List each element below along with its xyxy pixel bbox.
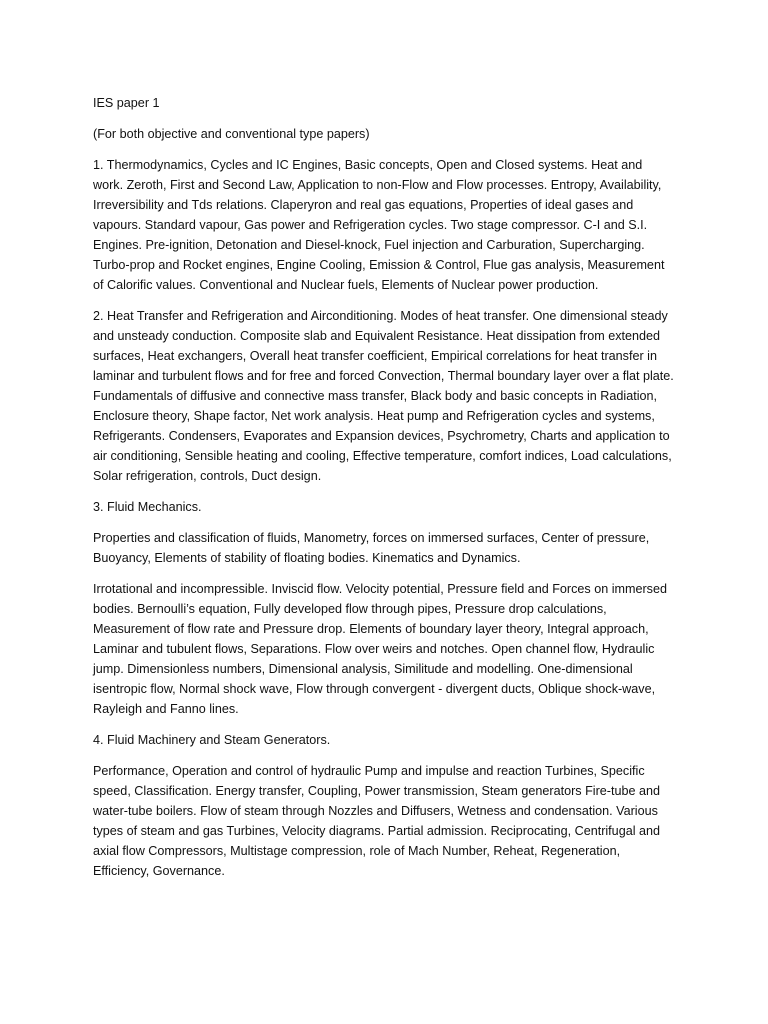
document-subtitle: (For both objective and conventional type papers) — [93, 127, 370, 141]
section-3-heading: 3. Fluid Mechanics. — [93, 500, 202, 514]
section-3-flow: Irrotational and incompressible. Inviscid flow. Velocity potential, Pressure field and Forces on immersed bodies. Bernoulli’s equation, Fully developed flow through pipes, Pressure drop calculations, Measurement of flow rate and Pressure drop. Elements of boundary layer theory, Integral approach, Laminar and tubulent flows, Separations. Flow over weirs and notches. Open channel flow, Hydraulic jump. Dimensionless numbers, Dimensional analysis, Similitude and modelling. One-dimensional isentropic flow, Normal shock wave, Flow through convergent - divergent ducts, Oblique shock-wave, Rayleigh and Fanno lines. — [93, 582, 667, 716]
section-4-machinery: Performance, Operation and control of hydraulic Pump and impulse and reaction Turbines, Specific speed, Classification. Energy transfer, Coupling, Power transmission, Steam generators Fire-tube and water-tube boilers. Flow of steam through Nozzles and Diffusers, Wetness and condensation. Various types of steam and gas Turbines, Velocity diagrams. Partial admission. Reciprocating, Centrifugal and axial flow Compressors, Multistage compression, role of Mach Number, Reheat, Regeneration, Efficiency, Governance. — [93, 764, 661, 878]
section-3-properties: Properties and classification of fluids, Manometry, forces on immersed surfaces, Center of pressure, Buoyancy, Elements of stability of floating bodies. Kinematics and Dynamics. — [93, 531, 650, 565]
document-body — [93, 93, 675, 892]
section-2-heat-transfer: 2. Heat Transfer and Refrigeration and Airconditioning. Modes of heat transfer. One dimensional steady and unsteady conduction. Composite slab and Equivalent Resistance. Heat dissipation from extended surfaces, Heat exchangers, Overall heat transfer coefficient, Empirical correlations for heat transfer in laminar and turbulent flows and for free and forced Convection, Thermal boundary layer over a flat plate. Fundamentals of diffusive and connective mass transfer, Black body and basic concepts in Radiation, Enclosure theory, Shape factor, Net work analysis. Heat pump and Refrigeration cycles and systems, Refrigerants. Condensers, Evaporates and Expansion devices, Psychrometry, Charts and application to air conditioning, Sensible heating and cooling, Effective temperature, comfort indices, Load calculations, Solar refrigeration, controls, Duct design. — [93, 309, 674, 483]
document-title: IES paper 1 — [93, 96, 160, 110]
section-1-thermodynamics: 1. Thermodynamics, Cycles and IC Engines, Basic concepts, Open and Closed systems. Heat and work. Zeroth, First and Second Law, Application to non-Flow and Flow processes. Entropy, Availability, Irreversibility and Tds relations. Claperyron and real gas equations, Properties of ideal gases and vapours. Standard vapour, Gas power and Refrigeration cycles. Two stage compressor. C-I and S.I. Engines. Pre-ignition, Detonation and Diesel-knock, Fuel injection and Carburation, Supercharging. Turbo-prop and Rocket engines, Engine Cooling, Emission & Control, Flue gas analysis, Measurement of Calorific values. Conventional and Nuclear fuels, Elements of Nuclear power production. — [93, 158, 665, 292]
section-4-heading: 4. Fluid Machinery and Steam Generators. — [93, 733, 331, 747]
